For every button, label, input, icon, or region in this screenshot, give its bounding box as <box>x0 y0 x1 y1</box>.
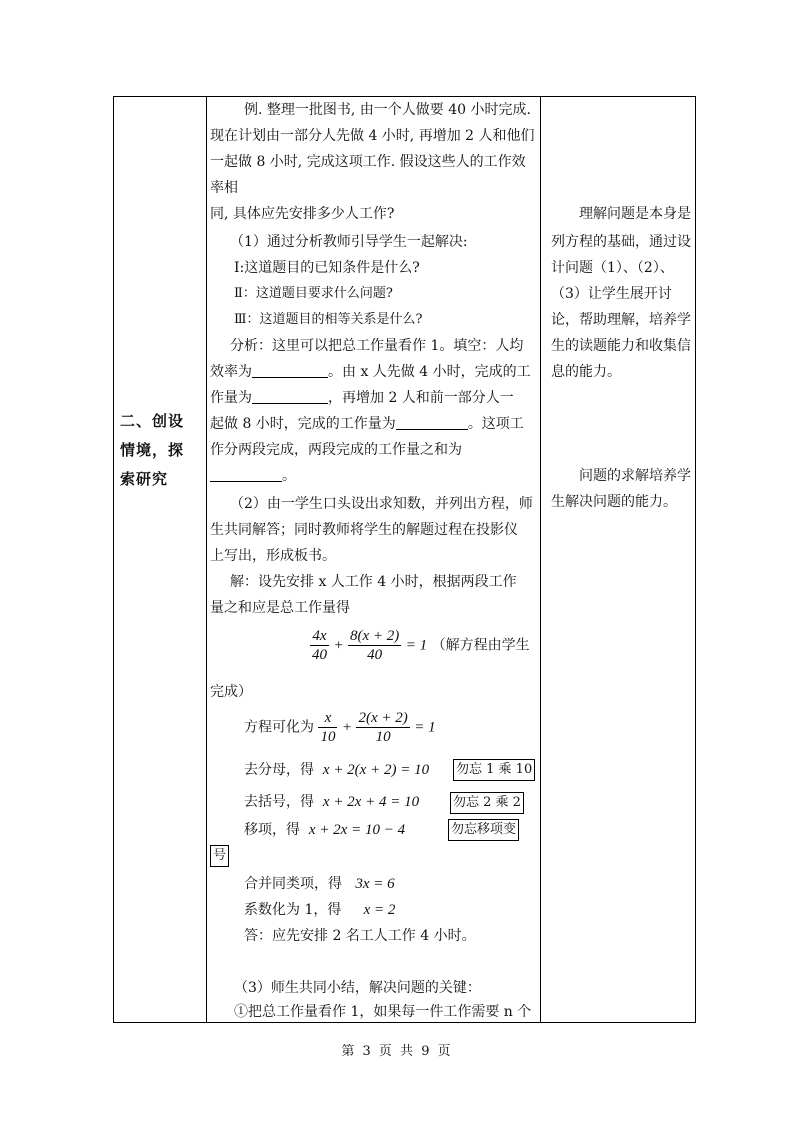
solution-text: 解：设先安排 x 人工作 4 小时，根据两段工作 <box>230 574 517 590</box>
key-point: ①把总工作量看作 1，如果每一件工作需要 n 个 <box>234 1004 532 1020</box>
page-footer: 第 3 页 共 9 页 <box>341 1044 453 1059</box>
step3-text: （3）师生共同小结，解决问题的关键： <box>234 980 481 996</box>
analysis-text: ，再增加 2 人和前一部分人一 <box>328 390 514 406</box>
analysis-text: 作量为 <box>210 390 252 406</box>
notes-column <box>551 97 693 1022</box>
analysis-line <box>210 359 531 385</box>
question-1: Ⅰ:这道题目的已知条件是什么? <box>234 260 420 276</box>
step-equation: x + 2x = 10 − 4 <box>308 822 406 838</box>
step-equation: x + 2x + 4 = 10 <box>322 794 420 810</box>
step1-text: （1）通过分析教师引导学生一起解决: <box>230 234 468 250</box>
design-note: 理解问题是本身是 <box>579 206 691 222</box>
reminder-box: 勿忘移项变 <box>448 819 519 841</box>
section-title-line: 情境，探 <box>120 441 185 459</box>
step-equation: 3x = 6 <box>355 876 395 892</box>
design-note: 问题的求解培养学 <box>579 468 691 484</box>
example-text: 例. 整理一批图书, 由一个人做要 40 小时完成. <box>244 102 531 118</box>
design-note: （3）让学生展开讨 <box>551 286 672 302</box>
step2-text: （2）由一学生口头设出求知数，并列出方程，师 <box>230 496 533 512</box>
step-row <box>244 871 395 897</box>
step2-text: 上写出，形成板书。 <box>210 548 336 564</box>
design-note: 列方程的基础，通过设 <box>551 234 691 250</box>
analysis-text: 。这项工 <box>467 416 524 432</box>
equation-note: （解方程由学生 <box>431 637 530 654</box>
step-label: 方程可化为 <box>244 719 314 736</box>
analysis-line <box>210 385 514 411</box>
step-row <box>244 817 405 843</box>
analysis-text: 效率为 <box>210 364 252 380</box>
answer-text: 答：应先安排 2 名工人工作 4 小时。 <box>244 928 476 944</box>
reminder-box: 号 <box>210 845 229 867</box>
step-row <box>244 789 419 815</box>
equation-note: 完成） <box>210 684 252 700</box>
analysis-text: 。由 x 人先做 4 小时，完成的工 <box>328 364 531 380</box>
analysis-text: 作分两段完成，两段完成的工作量之和为 <box>210 442 462 458</box>
step-row <box>244 897 395 923</box>
fraction: $\frac{x}{10}$ <box>320 710 336 745</box>
analysis-line <box>210 411 524 437</box>
fill-blank[interactable] <box>210 467 282 482</box>
step-label: 去分母，得 <box>244 762 314 778</box>
fraction: $\frac{2(x + 2)}{10}$ <box>358 710 408 745</box>
section-title <box>120 407 202 494</box>
simplified-equation: 方程可化为 $\frac{x}{10}$ + $\frac{2(x + 2)}{10}$ = 1 <box>244 710 436 745</box>
content-column <box>210 97 536 1022</box>
example-text: 一起做 8 小时, 完成这项工作. 假设这些人的工作效 <box>210 154 526 170</box>
design-note: 论，帮助理解，培养学 <box>551 312 691 328</box>
analysis-text: 。 <box>282 468 296 484</box>
design-note: 生解决问题的能力。 <box>551 494 677 510</box>
question-3: Ⅲ：这道题目的相等关系是什么? <box>234 312 423 327</box>
analysis-text: 起做 8 小时，完成的工作量为 <box>210 416 396 432</box>
step-label: 合并同类项，得 <box>244 876 342 892</box>
main-equation: $\frac{4x}{40}$ + $\frac{8(x + 2)}{40}$ = 1 （解方程由学生 <box>312 628 530 663</box>
fraction: $\frac{4x}{40}$ <box>312 628 327 663</box>
fill-blank[interactable] <box>396 415 468 430</box>
design-note: 计问题（1）、（2）、 <box>551 260 674 276</box>
solution-text: 量之和应是总工作量得 <box>210 600 350 616</box>
example-text: 率相 <box>210 180 238 196</box>
design-note: 生的读题能力和收集信 <box>551 338 691 354</box>
fill-blank[interactable] <box>252 389 328 404</box>
fraction: $\frac{8(x + 2)}{40}$ <box>350 628 400 663</box>
step-label: 去括号，得 <box>244 794 314 810</box>
section-title-line: 二、创设 <box>120 412 185 430</box>
question-2: Ⅱ：这道题目要求什么问题? <box>234 286 393 301</box>
example-text: 现在计划由一部分人先做 4 小时, 再增加 2 人和他们 <box>210 128 535 144</box>
analysis-text: 分析：这里可以把总工作量看作 1。填空：人均 <box>230 338 524 354</box>
column-divider <box>540 97 541 1022</box>
design-note: 息的能力。 <box>551 364 621 380</box>
section-column <box>114 97 206 1022</box>
step-equation: x = 2 <box>363 902 396 918</box>
section-title-line: 索研究 <box>120 470 169 488</box>
reminder-box: 勿忘 2 乘 2 <box>450 792 524 814</box>
fill-blank[interactable] <box>252 363 328 378</box>
column-divider <box>206 97 207 1022</box>
example-text: 同, 具体应先安排多少人工作? <box>210 206 395 222</box>
analysis-line <box>210 463 296 489</box>
step-label: 系数化为 1，得 <box>244 902 342 918</box>
step-label: 移项，得 <box>244 822 300 838</box>
step-equation: x + 2(x + 2) = 10 <box>322 762 430 778</box>
reminder-box: 勿忘 1 乘 10 <box>453 759 535 781</box>
lesson-table <box>113 96 696 1023</box>
step2-text: 生共同解答；同时教师将学生的解题过程在投影仪 <box>210 522 518 538</box>
step-row <box>244 757 429 783</box>
